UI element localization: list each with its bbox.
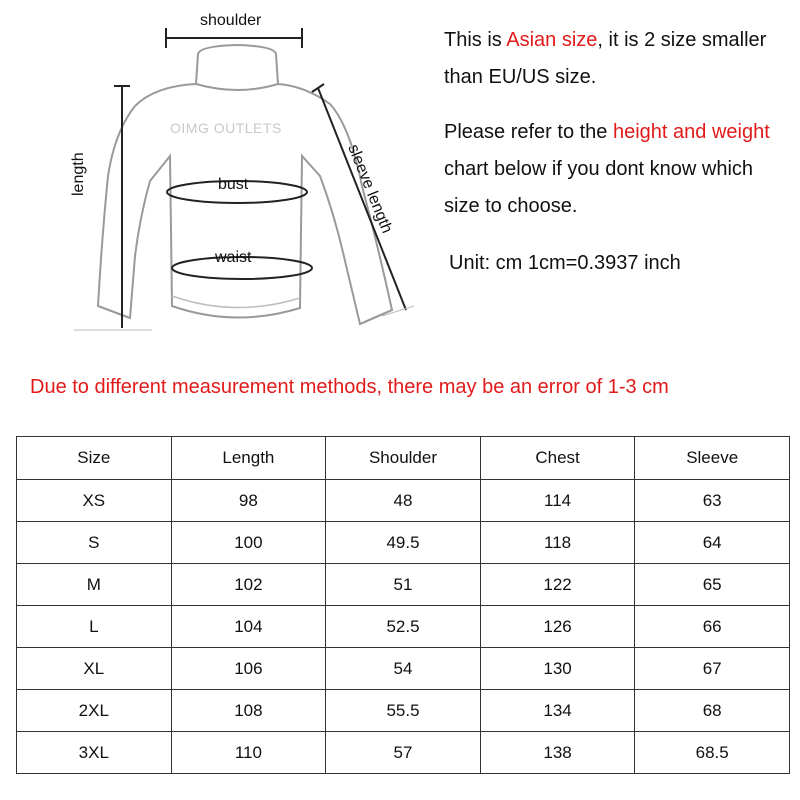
- table-row: [17, 732, 790, 774]
- cell-size: M: [17, 564, 172, 606]
- cell-length: 100: [171, 522, 326, 564]
- cell-size: S: [17, 522, 172, 564]
- table-header-row: [17, 437, 790, 480]
- cell-sleeve: 66: [635, 606, 790, 648]
- cell-chest: 114: [480, 480, 635, 522]
- cell-sleeve: 68.5: [635, 732, 790, 774]
- cell-sleeve: 65: [635, 564, 790, 606]
- cell-shoulder: 57: [326, 732, 481, 774]
- measurement-error-notice: Due to different measurement methods, there may be an error of 1-3 cm: [30, 376, 669, 398]
- cell-chest: 118: [480, 522, 635, 564]
- cell-chest: 126: [480, 606, 635, 648]
- waist-label: waist: [215, 249, 252, 266]
- cell-length: 104: [171, 606, 326, 648]
- cell-size: XL: [17, 648, 172, 690]
- cell-sleeve: 68: [635, 690, 790, 732]
- header-size: Size: [17, 437, 172, 480]
- height-weight-note: [444, 114, 794, 225]
- length-label: length: [70, 152, 87, 196]
- cell-size: 3XL: [17, 732, 172, 774]
- cell-chest: 134: [480, 690, 635, 732]
- cell-length: 102: [171, 564, 326, 606]
- cell-sleeve: 67: [635, 648, 790, 690]
- cell-shoulder: 54: [326, 648, 481, 690]
- bust-label: bust: [218, 176, 249, 193]
- cell-shoulder: 52.5: [326, 606, 481, 648]
- cell-length: 106: [171, 648, 326, 690]
- cell-length: 110: [171, 732, 326, 774]
- cell-chest: 138: [480, 732, 635, 774]
- header-shoulder: Shoulder: [326, 437, 481, 480]
- height-weight-highlight: height and weight: [612, 121, 770, 143]
- cell-shoulder: 48: [326, 480, 481, 522]
- header-chest: Chest: [480, 437, 635, 480]
- table-row: [17, 690, 790, 732]
- asian-size-note-tail: , it is 2 size smaller than EU/US size.: [444, 29, 767, 88]
- shoulder-label: shoulder: [200, 12, 262, 29]
- height-weight-note-tail: chart below if you dont know which size to choose.: [444, 158, 754, 217]
- height-weight-note-text: Please refer to the: [444, 121, 613, 143]
- cell-shoulder: 49.5: [326, 522, 481, 564]
- asian-size-highlight: Asian size: [506, 29, 598, 51]
- sleeve-length-label: sleeve length: [344, 142, 396, 236]
- asian-size-note: [444, 22, 794, 96]
- cell-chest: 122: [480, 564, 635, 606]
- unit-note: Unit: cm 1cm=0.3937 inch: [449, 252, 681, 274]
- cell-size: XS: [17, 480, 172, 522]
- header-length: Length: [171, 437, 326, 480]
- cell-sleeve: 63: [635, 480, 790, 522]
- header-sleeve: Sleeve: [635, 437, 790, 480]
- cell-shoulder: 55.5: [326, 690, 481, 732]
- table-row: [17, 606, 790, 648]
- watermark-text: OIMG OUTLETS: [170, 120, 282, 136]
- cell-length: 98: [171, 480, 326, 522]
- cell-chest: 130: [480, 648, 635, 690]
- cell-size: 2XL: [17, 690, 172, 732]
- table-row: [17, 564, 790, 606]
- size-chart-table: [16, 436, 790, 774]
- cell-length: 108: [171, 690, 326, 732]
- sweater-measurement-diagram: [60, 6, 420, 346]
- cell-shoulder: 51: [326, 564, 481, 606]
- table-row: [17, 480, 790, 522]
- table-row: [17, 648, 790, 690]
- asian-size-note-text: This is: [444, 29, 507, 51]
- table-row: [17, 522, 790, 564]
- size-info-panel: [444, 22, 794, 282]
- cell-sleeve: 64: [635, 522, 790, 564]
- cell-size: L: [17, 606, 172, 648]
